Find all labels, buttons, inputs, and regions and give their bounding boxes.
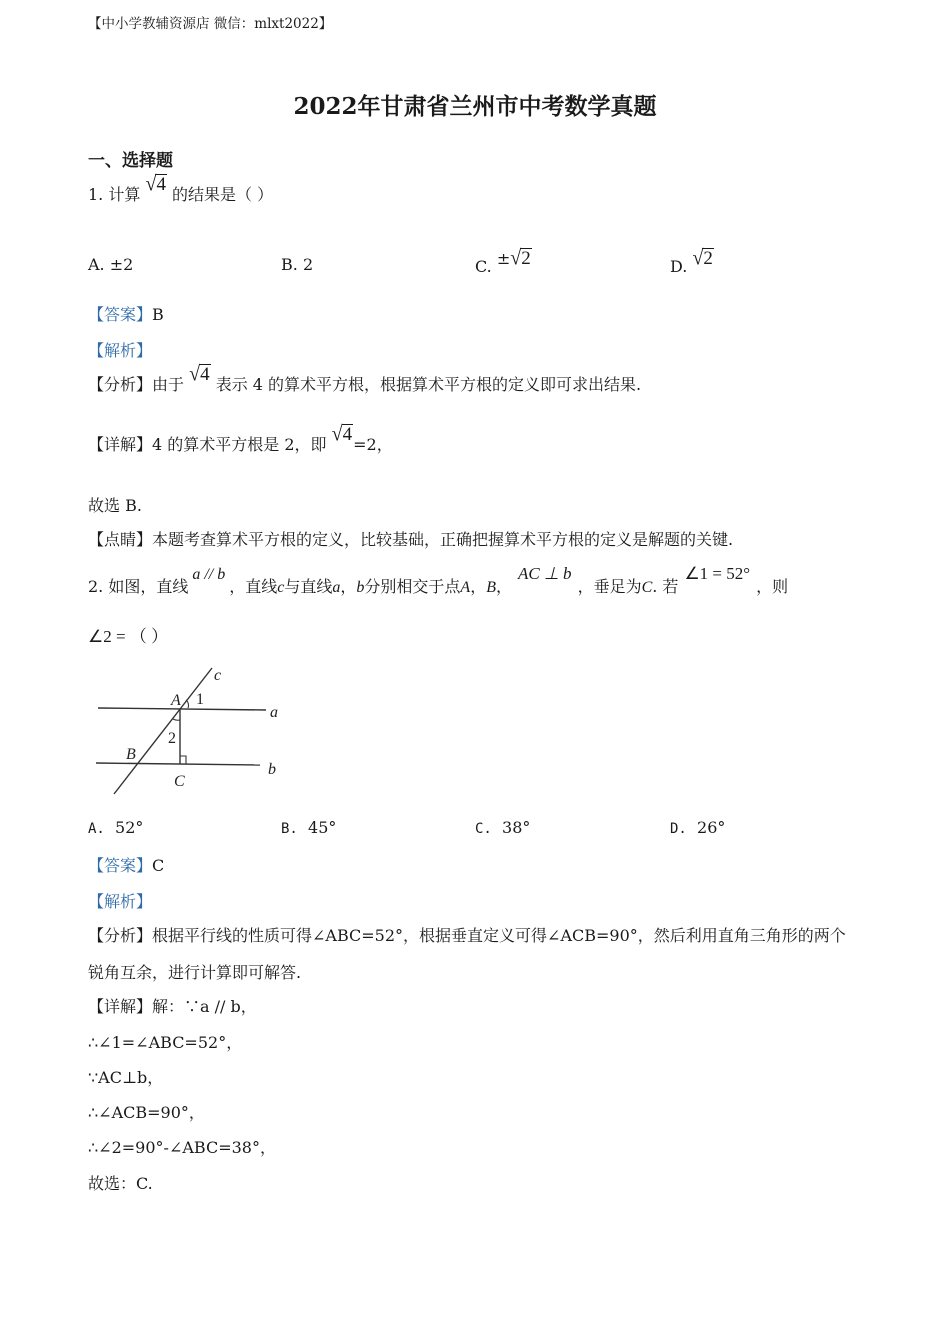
q1-analysis-tag: 【解析】 bbox=[88, 341, 153, 360]
q2-choice: 故选：C. bbox=[88, 1174, 153, 1193]
q1-option-b: B. 2 bbox=[281, 255, 314, 274]
q2-option-a: A. 52° bbox=[88, 818, 144, 837]
q2-step-2: ∵AC⊥b， bbox=[88, 1068, 164, 1087]
q2-xiangjie: 【详解】解：∵a // b， bbox=[88, 997, 257, 1016]
q1-dianjing: 【点睛】本题考查算术平方根的定义，比较基础，正确把握算术平方根的定义是解题的关键. bbox=[88, 530, 734, 549]
right-angle-mark bbox=[180, 756, 186, 764]
q2-step-4: ∴∠2=90°-∠ABC=38°， bbox=[88, 1138, 276, 1157]
q2-parallel-expr: a // b bbox=[192, 566, 226, 583]
q1-option-c: C. ±√2 bbox=[475, 246, 531, 276]
line-b bbox=[96, 763, 260, 765]
q2-step-1: ∴∠1=∠ABC=52°， bbox=[88, 1033, 243, 1052]
line-a bbox=[98, 708, 266, 710]
label-a: a bbox=[270, 704, 278, 721]
label-c: c bbox=[214, 667, 222, 684]
q2-fenxi-line2: 锐角互余，进行计算即可解答. bbox=[88, 963, 302, 982]
q2-perp-expr: AC ⊥ b bbox=[518, 564, 572, 583]
label-1: 1 bbox=[196, 691, 204, 708]
q2-step-3: ∴∠ACB=90°， bbox=[88, 1103, 205, 1122]
q2-stem-line2: ∠2 = （ ） bbox=[88, 627, 169, 646]
header-watermark: 【中小学教辅资源店 微信：mlxt2022】 bbox=[88, 16, 333, 32]
label-2: 2 bbox=[168, 730, 176, 747]
q2-angle-expr: ∠1 = 52° bbox=[684, 564, 751, 583]
q1-stem bbox=[88, 172, 274, 206]
q1-prefix: 1. 计算 bbox=[88, 185, 141, 204]
q2-analysis-tag: 【解析】 bbox=[88, 892, 153, 911]
q1-suffix: 的结果是（ ） bbox=[172, 185, 274, 204]
page-title: 2022年甘肃省兰州市中考数学真题 bbox=[293, 93, 657, 120]
label-C: C bbox=[174, 773, 185, 790]
line-c bbox=[114, 668, 212, 794]
label-A: A bbox=[171, 692, 181, 709]
q2-answer: 【答案】C bbox=[88, 856, 165, 875]
q1-option-d: D. √2 bbox=[670, 246, 713, 276]
q1-xiangjie: 【详解】4 的算术平方根是 2，即 √4=2， bbox=[88, 422, 393, 454]
q2-figure bbox=[88, 662, 298, 802]
angle2-arc bbox=[173, 719, 180, 720]
q1-choice: 故选 B. bbox=[88, 496, 142, 515]
q2-stem-line1: 2. 如图，直线a // b，直线c与直线a，b分别相交于点A，B，AC ⊥ b，垂足为C. 若∠1 = 52°，则 bbox=[88, 564, 789, 596]
label-B: B bbox=[126, 746, 136, 763]
q2-option-d: D. 26° bbox=[670, 818, 726, 837]
q1-sqrt: √4 bbox=[145, 172, 166, 196]
q1-fenxi: 【分析】由于 √4 表示 4 的算术平方根，根据算术平方根的定义即可求出结果. bbox=[88, 362, 642, 394]
q2-option-b: B. 45° bbox=[281, 818, 337, 837]
q2-fenxi-line1: 【分析】根据平行线的性质可得∠ABC=52°，根据垂直定义可得∠ACB=90°，然后利用直角三角形的两个 bbox=[88, 926, 846, 945]
q1-answer: 【答案】B bbox=[88, 305, 164, 324]
section-heading-choice: 一、选择题 bbox=[88, 151, 173, 171]
label-b: b bbox=[268, 761, 276, 778]
q2-option-c: C. 38° bbox=[475, 818, 531, 837]
q1-option-a: A. ±2 bbox=[88, 255, 134, 274]
